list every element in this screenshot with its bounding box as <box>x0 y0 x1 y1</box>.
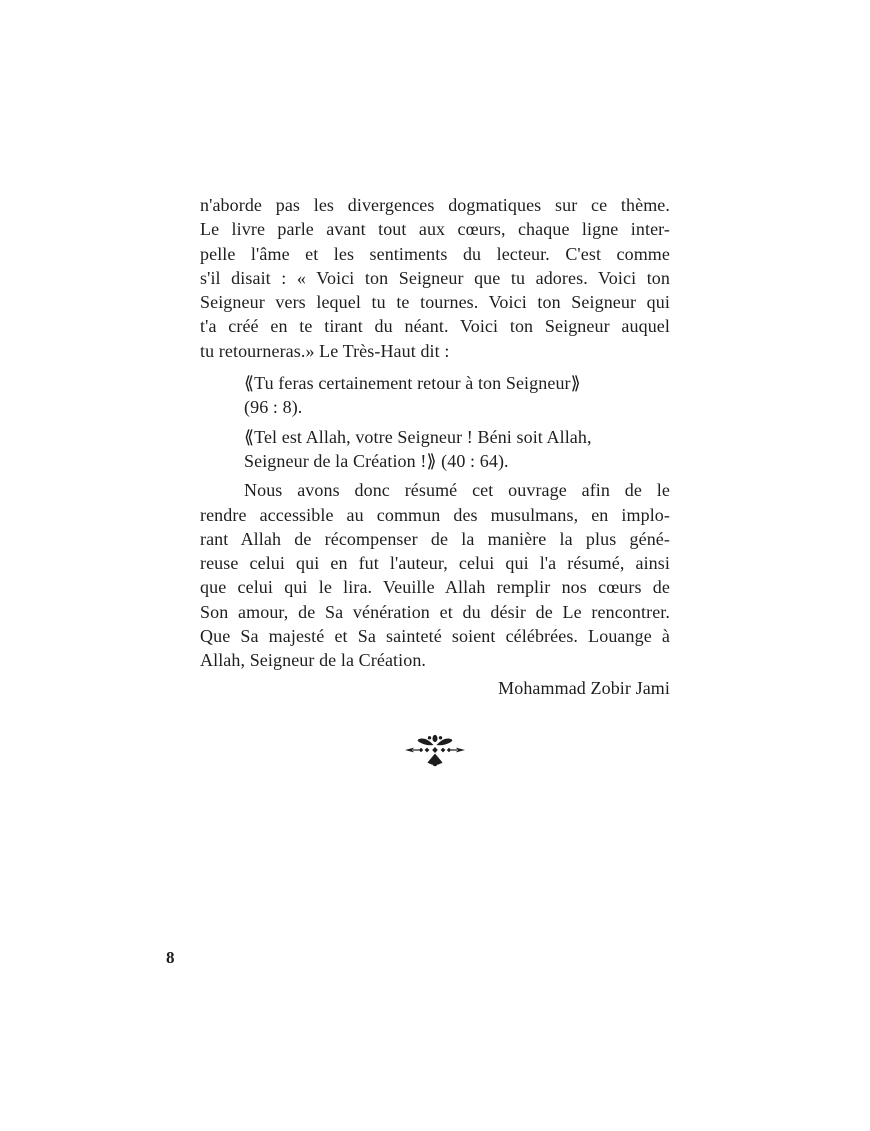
page-number: 8 <box>166 948 175 967</box>
text-line: n'aborde pas les divergences dogmatiques sur ce thème. <box>200 195 670 215</box>
text-line: pelle l'âme et les sentiments du lecteur. C'est comme <box>200 243 670 264</box>
quran-quote <box>244 425 670 474</box>
text-line: Allah, Seigneur de la Création. <box>200 650 427 671</box>
text-line: que celui qui le lira. Veuille Allah remplir nos cœurs de <box>200 577 670 598</box>
quote-line: ⟪Tu feras certainement retour à ton Seigneur⟫ <box>244 373 581 394</box>
text-line: Que Sa majesté et Sa sainteté soient célébrées. Louange à <box>200 626 670 647</box>
text-line: s'il disait : « Voici ton Seigneur que tu adores. Voici ton <box>200 267 670 288</box>
text-line: rendre accessible au commun des musulmans, en implo- <box>200 504 670 525</box>
text-line: tu retourneras.» Le Très-Haut dit : <box>200 340 450 361</box>
quran-quote <box>244 371 670 420</box>
text-line: Son amour, de Sa vénération et du désir de Le rencontrer. <box>200 601 670 622</box>
paragraph <box>200 478 670 672</box>
quote-line: Seigneur de la Création !⟫ (40 : 64). <box>244 450 509 471</box>
paragraph <box>200 193 670 363</box>
text-line: Seigneur vers lequel tu te tournes. Voici ton Seigneur qui <box>200 292 670 313</box>
body-text <box>200 193 670 769</box>
verse-reference: (96 : 8). <box>244 397 303 418</box>
author-signature: Mohammad Zobir Jami <box>498 677 670 698</box>
text-line: rant Allah de récompenser de la manière la plus géné- <box>200 528 670 549</box>
fleuron-ornament-icon <box>404 733 466 767</box>
text-line: Nous avons donc résumé cet ouvrage afin de le <box>244 480 670 501</box>
text-line: Le livre parle avant tout aux cœurs, chaque ligne inter- <box>200 219 670 240</box>
ornament-container <box>200 733 670 769</box>
text-line: reuse celui qui en fut l'auteur, celui qui l'a résumé, ainsi <box>200 553 670 574</box>
text-line: t'a créé en te tirant du néant. Voici ton Seigneur auquel <box>200 316 670 337</box>
quote-line: ⟪Tel est Allah, votre Seigneur ! Béni soit Allah, <box>244 426 592 447</box>
